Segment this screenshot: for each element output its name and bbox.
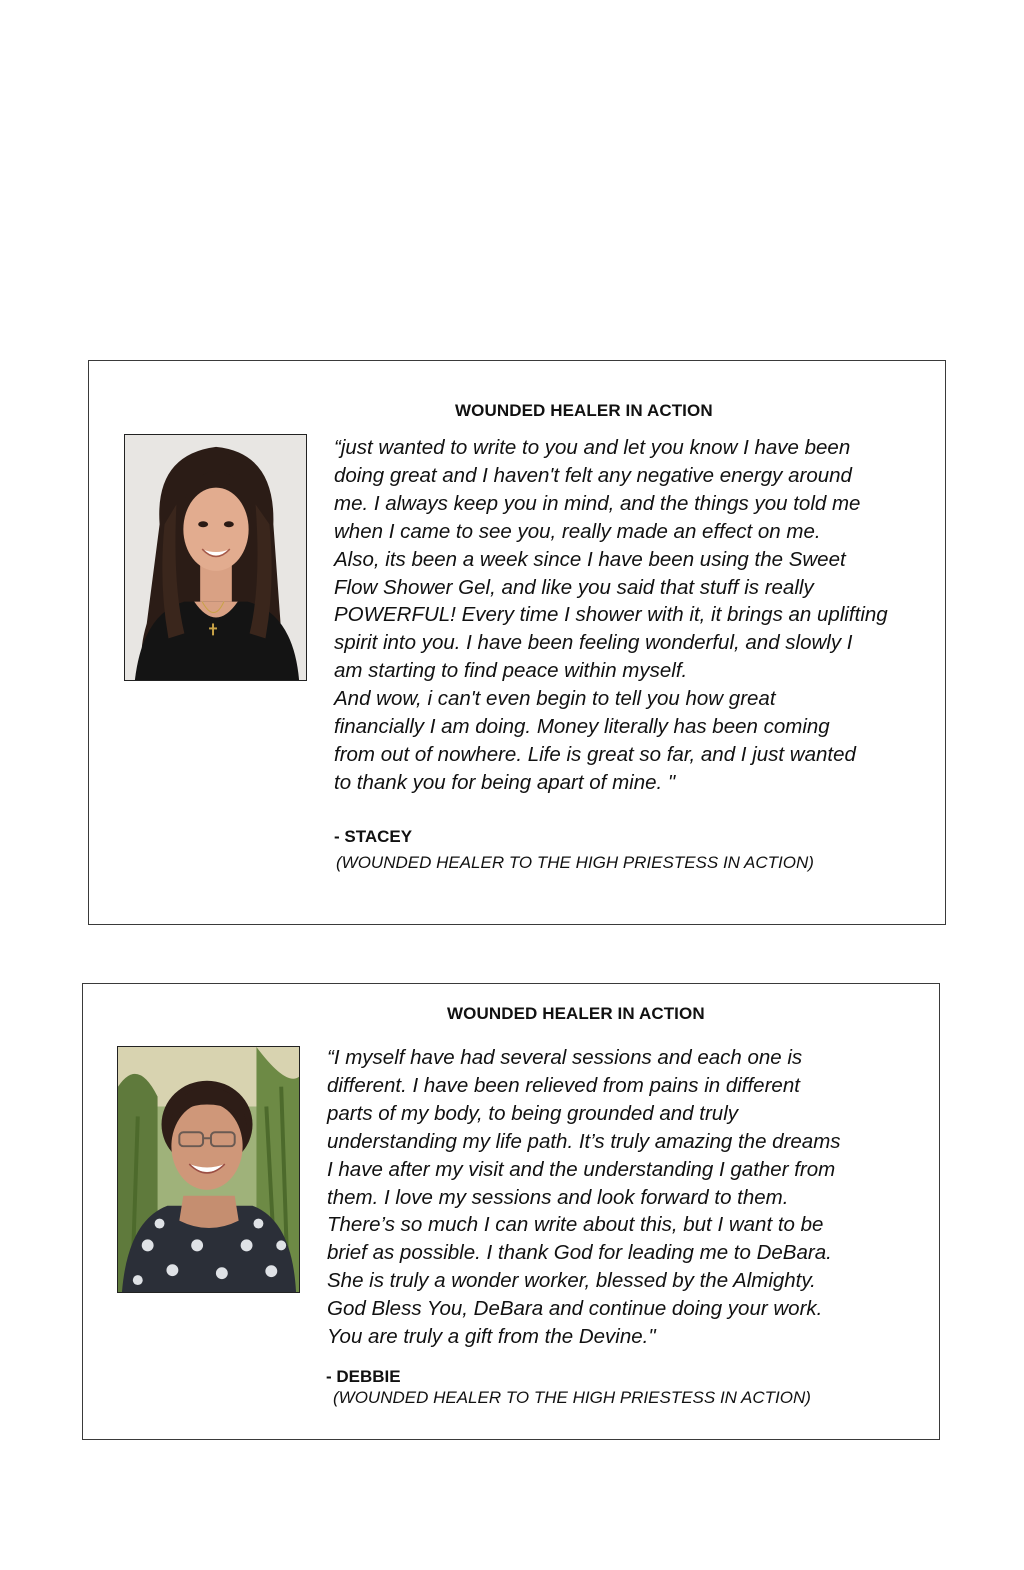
portrait-illustration bbox=[118, 1047, 299, 1292]
card-heading: WOUNDED HEALER IN ACTION bbox=[447, 1004, 705, 1023]
quote-line: spirit into you. I have been feeling wonderful, and slowly I bbox=[334, 631, 853, 655]
quote-line: different. I have been relieved from pains in different bbox=[327, 1073, 800, 1097]
quote-line: brief as possible. I thank God for leading me to DeBara. bbox=[327, 1241, 832, 1265]
quote-line: There’s so much I can write about this, but I want to be bbox=[327, 1213, 824, 1237]
testimonial-tagline: (WOUNDED HEALER TO THE HIGH PRIESTESS IN ACTION) bbox=[333, 1388, 811, 1407]
testimonial-author: - DEBBIE bbox=[326, 1367, 401, 1386]
testimonial-author: - STACEY bbox=[334, 827, 413, 846]
quote-line: when I came to see you, really made an effect on me. bbox=[334, 519, 821, 543]
quote-line: POWERFUL! Every time I shower with it, it brings an uplifting bbox=[334, 603, 888, 627]
quote-line: I have after my visit and the understanding I gather from bbox=[327, 1157, 836, 1181]
portrait-illustration bbox=[125, 435, 306, 680]
quote-line: doing great and I haven't felt any negative energy around bbox=[334, 463, 852, 487]
quote-line: parts of my body, to being grounded and truly bbox=[327, 1101, 739, 1125]
testimonial-quote bbox=[334, 434, 888, 797]
quote-line: am starting to find peace within myself. bbox=[334, 659, 688, 683]
testimonial-photo bbox=[124, 434, 307, 681]
quote-line: God Bless You, DeBara and continue doing your work. bbox=[327, 1297, 823, 1321]
quote-line: me. I always keep you in mind, and the things you told me bbox=[334, 491, 861, 515]
quote-line: “just wanted to write to you and let you know I have been bbox=[334, 436, 851, 459]
testimonial-photo bbox=[117, 1046, 300, 1293]
quote-line: Also, its been a week since I have been using the Sweet bbox=[334, 547, 846, 571]
testimonial-quote bbox=[327, 1044, 841, 1351]
quote-line: She is truly a wonder worker, blessed by the Almighty. bbox=[327, 1269, 816, 1293]
quote-line: financially I am doing. Money literally has been coming bbox=[334, 715, 830, 739]
quote-line: them. I love my sessions and look forward to them. bbox=[327, 1185, 789, 1209]
quote-line: You are truly a gift from the Devine." bbox=[327, 1325, 656, 1349]
testimonial-tagline: (WOUNDED HEALER TO THE HIGH PRIESTESS IN ACTION) bbox=[336, 853, 814, 872]
card-heading: WOUNDED HEALER IN ACTION bbox=[455, 401, 713, 420]
quote-line: to thank you for being apart of mine. " bbox=[334, 770, 676, 794]
testimonial-card-debbie bbox=[82, 983, 940, 1440]
testimonial-card-stacey bbox=[88, 360, 946, 925]
quote-line: from out of nowhere. Life is great so far, and I just wanted bbox=[334, 742, 856, 766]
quote-line: understanding my life path. It’s truly amazing the dreams bbox=[327, 1129, 841, 1153]
quote-line: Flow Shower Gel, and like you said that stuff is really bbox=[334, 575, 814, 599]
quote-line: And wow, i can't even begin to tell you how great bbox=[334, 687, 776, 711]
quote-line: “I myself have had several sessions and each one is bbox=[327, 1046, 803, 1069]
